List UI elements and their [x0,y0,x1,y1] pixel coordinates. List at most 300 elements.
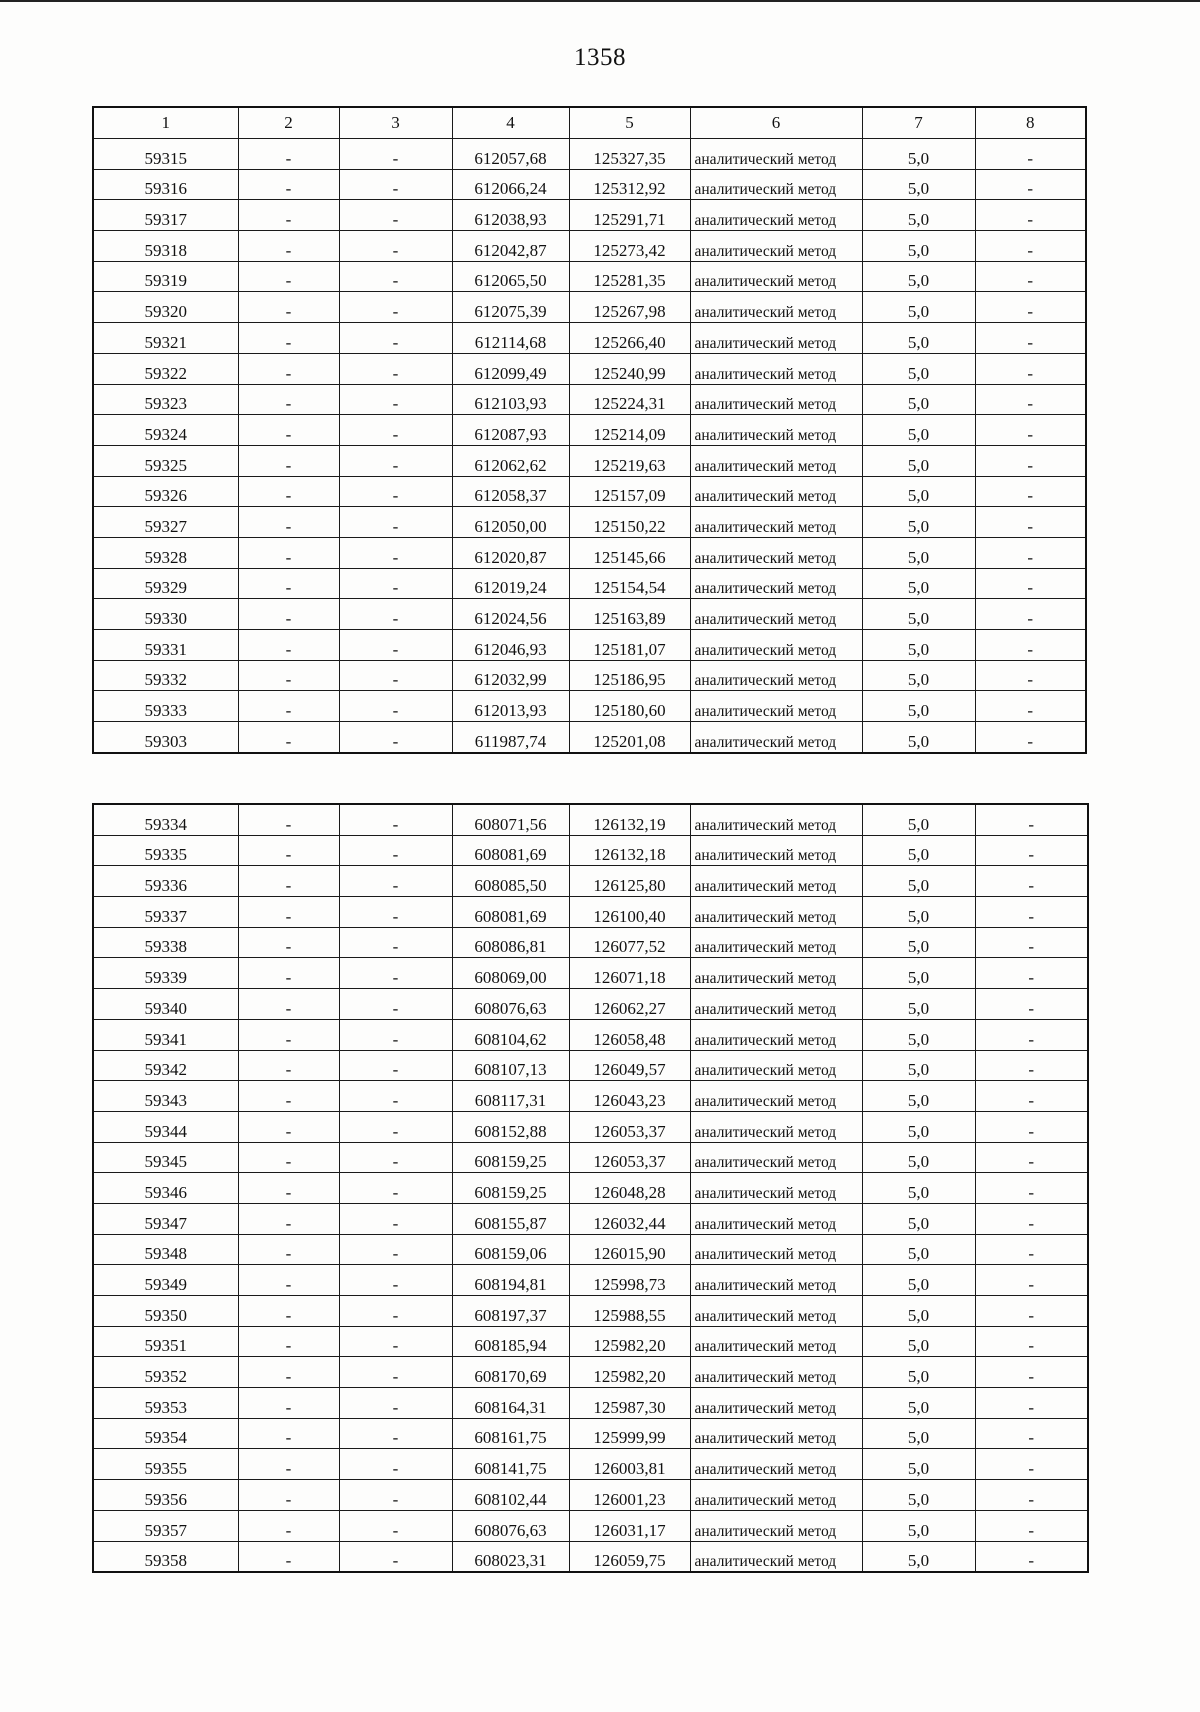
cell-col-8: - [975,353,1086,384]
table-row [93,568,1086,599]
cell-col-3: - [339,1081,452,1112]
cell-col-8: - [975,630,1086,661]
cell-method: аналитический метод [690,835,862,866]
cell-col-3: - [339,1296,452,1327]
cell-col-8: - [975,1050,1088,1081]
cell-point-number: 59328 [93,537,238,568]
cell-point-number: 59316 [93,169,238,200]
table-row [93,599,1086,630]
cell-coord-x: 612050,00 [452,507,569,538]
cell-col-8: - [975,1296,1088,1327]
cell-method: аналитический метод [690,323,862,354]
cell-col-8: - [975,169,1086,200]
cell-coord-y: 126132,18 [569,835,690,866]
cell-coord-x: 612087,93 [452,415,569,446]
cell-point-number: 59325 [93,445,238,476]
cell-point-number: 59343 [93,1081,238,1112]
cell-coord-y: 126001,23 [569,1480,690,1511]
cell-col-8: - [975,323,1086,354]
table-row [93,1203,1088,1234]
cell-point-number: 59331 [93,630,238,661]
cell-col-2: - [238,231,339,262]
cell-coord-x: 608117,31 [452,1081,569,1112]
cell-method: аналитический метод [690,1296,862,1327]
cell-accuracy: 5,0 [862,1265,975,1296]
cell-coord-y: 126077,52 [569,927,690,958]
cell-point-number: 59336 [93,866,238,897]
cell-coord-y: 126100,40 [569,897,690,928]
cell-col-2: - [238,927,339,958]
cell-coord-x: 608159,06 [452,1234,569,1265]
cell-coord-y: 125988,55 [569,1296,690,1327]
cell-col-2: - [238,292,339,323]
cell-col-2: - [238,353,339,384]
cell-coord-x: 612075,39 [452,292,569,323]
cell-col-2: - [238,384,339,415]
cell-col-2: - [238,835,339,866]
cell-method: аналитический метод [690,1326,862,1357]
table-row [93,691,1086,722]
cell-method: аналитический метод [690,537,862,568]
cell-col-8: - [975,897,1088,928]
cell-point-number: 59330 [93,599,238,630]
cell-col-2: - [238,323,339,354]
cell-coord-y: 126043,23 [569,1081,690,1112]
cell-col-2: - [238,261,339,292]
cell-coord-x: 612046,93 [452,630,569,661]
cell-col-3: - [339,537,452,568]
cell-col-2: - [238,691,339,722]
cell-col-3: - [339,323,452,354]
table-row [93,958,1088,989]
cell-col-3: - [339,231,452,262]
cell-col-2: - [238,1510,339,1541]
cell-coord-x: 612013,93 [452,691,569,722]
cell-col-8: - [975,537,1086,568]
cell-point-number: 59321 [93,323,238,354]
cell-col-3: - [339,1510,452,1541]
cell-coord-x: 608102,44 [452,1480,569,1511]
cell-col-3: - [339,1357,452,1388]
cell-point-number: 59352 [93,1357,238,1388]
cell-col-3: - [339,660,452,691]
table-row [93,139,1086,170]
cell-method: аналитический метод [690,476,862,507]
cell-col-2: - [238,415,339,446]
cell-coord-y: 125180,60 [569,691,690,722]
cell-col-8: - [975,1019,1088,1050]
cell-col-8: - [975,384,1086,415]
cell-col-3: - [339,1326,452,1357]
cell-accuracy: 5,0 [862,1203,975,1234]
cell-method: аналитический метод [690,1418,862,1449]
cell-col-8: - [975,989,1088,1020]
cell-col-2: - [238,989,339,1020]
cell-coord-y: 125998,73 [569,1265,690,1296]
cell-coord-x: 612065,50 [452,261,569,292]
table-row [93,1541,1088,1572]
cell-coord-y: 126048,28 [569,1173,690,1204]
cell-col-3: - [339,1418,452,1449]
cell-col-8: - [975,866,1088,897]
cell-coord-x: 612058,37 [452,476,569,507]
cell-method: аналитический метод [690,630,862,661]
cell-method: аналитический метод [690,897,862,928]
cell-accuracy: 5,0 [862,507,975,538]
cell-accuracy: 5,0 [862,927,975,958]
cell-col-3: - [339,568,452,599]
cell-col-2: - [238,1142,339,1173]
table-row [93,722,1086,753]
cell-accuracy: 5,0 [862,660,975,691]
cell-method: аналитический метод [690,804,862,835]
cell-col-8: - [975,1142,1088,1173]
cell-col-2: - [238,1326,339,1357]
cell-coord-y: 126059,75 [569,1541,690,1572]
cell-coord-y: 125219,63 [569,445,690,476]
cell-col-8: - [975,1203,1088,1234]
cell-col-3: - [339,691,452,722]
cell-accuracy: 5,0 [862,1357,975,1388]
cell-point-number: 59353 [93,1388,238,1419]
table-header [93,107,1086,139]
cell-method: аналитический метод [690,1234,862,1265]
header-col-7: 7 [862,107,975,139]
cell-accuracy: 5,0 [862,1050,975,1081]
cell-point-number: 59355 [93,1449,238,1480]
table-body [93,139,1086,753]
table-row [93,989,1088,1020]
cell-col-3: - [339,1480,452,1511]
cell-col-3: - [339,507,452,538]
cell-col-3: - [339,445,452,476]
cell-accuracy: 5,0 [862,897,975,928]
header-col-4: 4 [452,107,569,139]
cell-col-8: - [975,1234,1088,1265]
cell-col-8: - [975,958,1088,989]
cell-coord-y: 126003,81 [569,1449,690,1480]
cell-point-number: 59317 [93,200,238,231]
cell-col-8: - [975,1173,1088,1204]
cell-col-8: - [975,1388,1088,1419]
cell-point-number: 59354 [93,1418,238,1449]
cell-method: аналитический метод [690,1081,862,1112]
cell-col-3: - [339,384,452,415]
cell-accuracy: 5,0 [862,537,975,568]
table-row [93,1081,1088,1112]
page-top-border [0,0,1200,2]
table-row [93,1510,1088,1541]
cell-coord-y: 125186,95 [569,660,690,691]
cell-coord-y: 125145,66 [569,537,690,568]
cell-col-8: - [975,804,1088,835]
page-number: 1358 [574,44,626,71]
cell-col-2: - [238,1357,339,1388]
header-col-1: 1 [93,107,238,139]
table-body [93,804,1088,1572]
cell-col-3: - [339,200,452,231]
cell-col-2: - [238,476,339,507]
cell-col-3: - [339,866,452,897]
table-row [93,835,1088,866]
table-row [93,1418,1088,1449]
cell-col-3: - [339,835,452,866]
cell-accuracy: 5,0 [862,323,975,354]
cell-accuracy: 5,0 [862,200,975,231]
cell-col-3: - [339,599,452,630]
table-row [93,292,1086,323]
cell-col-8: - [975,722,1086,753]
cell-coord-x: 611987,74 [452,722,569,753]
table-row [93,1173,1088,1204]
table-row [93,1050,1088,1081]
cell-coord-y: 125312,92 [569,169,690,200]
cell-method: аналитический метод [690,261,862,292]
cell-col-3: - [339,927,452,958]
cell-coord-x: 608081,69 [452,835,569,866]
cell-coord-y: 125181,07 [569,630,690,661]
cell-method: аналитический метод [690,866,862,897]
cell-col-3: - [339,722,452,753]
table-row [93,169,1086,200]
table-row [93,261,1086,292]
cell-col-8: - [975,415,1086,446]
cell-point-number: 59315 [93,139,238,170]
cell-accuracy: 5,0 [862,1019,975,1050]
header-col-3: 3 [339,107,452,139]
cell-col-2: - [238,630,339,661]
cell-col-8: - [975,660,1086,691]
cell-method: аналитический метод [690,292,862,323]
cell-col-2: - [238,1050,339,1081]
cell-col-8: - [975,835,1088,866]
cell-accuracy: 5,0 [862,415,975,446]
cell-coord-x: 612024,56 [452,599,569,630]
cell-col-8: - [975,599,1086,630]
cell-method: аналитический метод [690,691,862,722]
table-row [93,476,1086,507]
cell-point-number: 59342 [93,1050,238,1081]
cell-method: аналитический метод [690,1111,862,1142]
cell-accuracy: 5,0 [862,1142,975,1173]
cell-coord-y: 126062,27 [569,989,690,1020]
coordinates-table-block-2 [92,803,1089,1573]
cell-accuracy: 5,0 [862,1388,975,1419]
cell-col-2: - [238,1081,339,1112]
cell-accuracy: 5,0 [862,1234,975,1265]
cell-col-8: - [975,292,1086,323]
cell-col-3: - [339,476,452,507]
cell-method: аналитический метод [690,139,862,170]
cell-method: аналитический метод [690,1173,862,1204]
cell-col-8: - [975,139,1086,170]
cell-coord-y: 126049,57 [569,1050,690,1081]
cell-coord-x: 608185,94 [452,1326,569,1357]
table-row [93,353,1086,384]
cell-col-8: - [975,1265,1088,1296]
cell-coord-x: 608107,13 [452,1050,569,1081]
cell-coord-x: 612019,24 [452,568,569,599]
cell-accuracy: 5,0 [862,384,975,415]
cell-col-8: - [975,1081,1088,1112]
cell-accuracy: 5,0 [862,1173,975,1204]
table-row [93,537,1086,568]
cell-col-3: - [339,630,452,661]
cell-col-2: - [238,1449,339,1480]
cell-coord-y: 125224,31 [569,384,690,415]
cell-col-3: - [339,897,452,928]
table-row [93,1111,1088,1142]
cell-method: аналитический метод [690,1265,862,1296]
cell-col-8: - [975,568,1086,599]
cell-method: аналитический метод [690,1541,862,1572]
cell-col-2: - [238,445,339,476]
cell-col-8: - [975,927,1088,958]
table-row [93,630,1086,661]
cell-point-number: 59319 [93,261,238,292]
cell-point-number: 59339 [93,958,238,989]
header-col-6: 6 [690,107,862,139]
cell-coord-x: 608159,25 [452,1173,569,1204]
cell-col-3: - [339,1050,452,1081]
cell-col-3: - [339,1111,452,1142]
cell-coord-x: 608023,31 [452,1541,569,1572]
cell-method: аналитический метод [690,1480,862,1511]
cell-point-number: 59320 [93,292,238,323]
cell-point-number: 59357 [93,1510,238,1541]
cell-col-8: - [975,691,1086,722]
cell-method: аналитический метод [690,722,862,753]
cell-col-8: - [975,1418,1088,1449]
table-row [93,1142,1088,1173]
cell-method: аналитический метод [690,415,862,446]
table-row [93,1019,1088,1050]
cell-coord-y: 126071,18 [569,958,690,989]
cell-accuracy: 5,0 [862,261,975,292]
cell-coord-x: 612032,99 [452,660,569,691]
cell-coord-y: 125273,42 [569,231,690,262]
cell-col-3: - [339,1142,452,1173]
cell-coord-x: 608069,00 [452,958,569,989]
cell-col-3: - [339,139,452,170]
header-col-8: 8 [975,107,1086,139]
table-row [93,231,1086,262]
cell-coord-x: 608164,31 [452,1388,569,1419]
cell-point-number: 59351 [93,1326,238,1357]
cell-point-number: 59344 [93,1111,238,1142]
cell-method: аналитический метод [690,1449,862,1480]
cell-coord-x: 608081,69 [452,897,569,928]
cell-col-8: - [975,200,1086,231]
cell-method: аналитический метод [690,384,862,415]
cell-col-8: - [975,1449,1088,1480]
cell-col-8: - [975,445,1086,476]
cell-col-8: - [975,231,1086,262]
cell-point-number: 59318 [93,231,238,262]
cell-accuracy: 5,0 [862,1111,975,1142]
cell-col-8: - [975,1326,1088,1357]
cell-method: аналитический метод [690,200,862,231]
cell-coord-x: 612066,24 [452,169,569,200]
cell-point-number: 59334 [93,804,238,835]
cell-coord-y: 125150,22 [569,507,690,538]
cell-col-2: - [238,139,339,170]
cell-method: аналитический метод [690,958,862,989]
cell-coord-y: 125163,89 [569,599,690,630]
cell-col-3: - [339,804,452,835]
cell-method: аналитический метод [690,927,862,958]
cell-col-2: - [238,1111,339,1142]
cell-col-3: - [339,353,452,384]
cell-col-3: - [339,1541,452,1572]
cell-accuracy: 5,0 [862,445,975,476]
cell-col-3: - [339,1234,452,1265]
cell-accuracy: 5,0 [862,353,975,384]
cell-col-2: - [238,537,339,568]
table-row [93,660,1086,691]
cell-col-2: - [238,599,339,630]
cell-coord-y: 126053,37 [569,1111,690,1142]
cell-col-3: - [339,292,452,323]
cell-col-3: - [339,1173,452,1204]
cell-method: аналитический метод [690,660,862,691]
cell-accuracy: 5,0 [862,722,975,753]
coordinates-table-block-1 [92,106,1087,754]
cell-coord-x: 612103,93 [452,384,569,415]
table-row [93,415,1086,446]
cell-accuracy: 5,0 [862,169,975,200]
cell-method: аналитический метод [690,1357,862,1388]
header-col-5: 5 [569,107,690,139]
cell-accuracy: 5,0 [862,1418,975,1449]
cell-col-3: - [339,1449,452,1480]
cell-point-number: 59322 [93,353,238,384]
cell-col-2: - [238,1388,339,1419]
cell-accuracy: 5,0 [862,1081,975,1112]
cell-point-number: 59326 [93,476,238,507]
cell-col-2: - [238,1203,339,1234]
cell-method: аналитический метод [690,1142,862,1173]
cell-coord-x: 612114,68 [452,323,569,354]
cell-point-number: 59332 [93,660,238,691]
cell-col-3: - [339,1388,452,1419]
cell-col-8: - [975,1111,1088,1142]
cell-coord-x: 612057,68 [452,139,569,170]
cell-accuracy: 5,0 [862,568,975,599]
header-col-2: 2 [238,107,339,139]
cell-accuracy: 5,0 [862,231,975,262]
cell-method: аналитический метод [690,1203,862,1234]
cell-coord-x: 608155,87 [452,1203,569,1234]
cell-col-3: - [339,958,452,989]
cell-point-number: 59348 [93,1234,238,1265]
cell-point-number: 59335 [93,835,238,866]
table-row [93,1265,1088,1296]
cell-accuracy: 5,0 [862,1296,975,1327]
cell-coord-x: 612099,49 [452,353,569,384]
cell-accuracy: 5,0 [862,1449,975,1480]
cell-point-number: 59347 [93,1203,238,1234]
table-row [93,1357,1088,1388]
cell-coord-x: 608071,56 [452,804,569,835]
cell-accuracy: 5,0 [862,804,975,835]
table-row [93,897,1088,928]
cell-col-2: - [238,897,339,928]
cell-coord-y: 126032,44 [569,1203,690,1234]
cell-coord-y: 125999,99 [569,1418,690,1449]
table-row [93,866,1088,897]
table-row [93,927,1088,958]
